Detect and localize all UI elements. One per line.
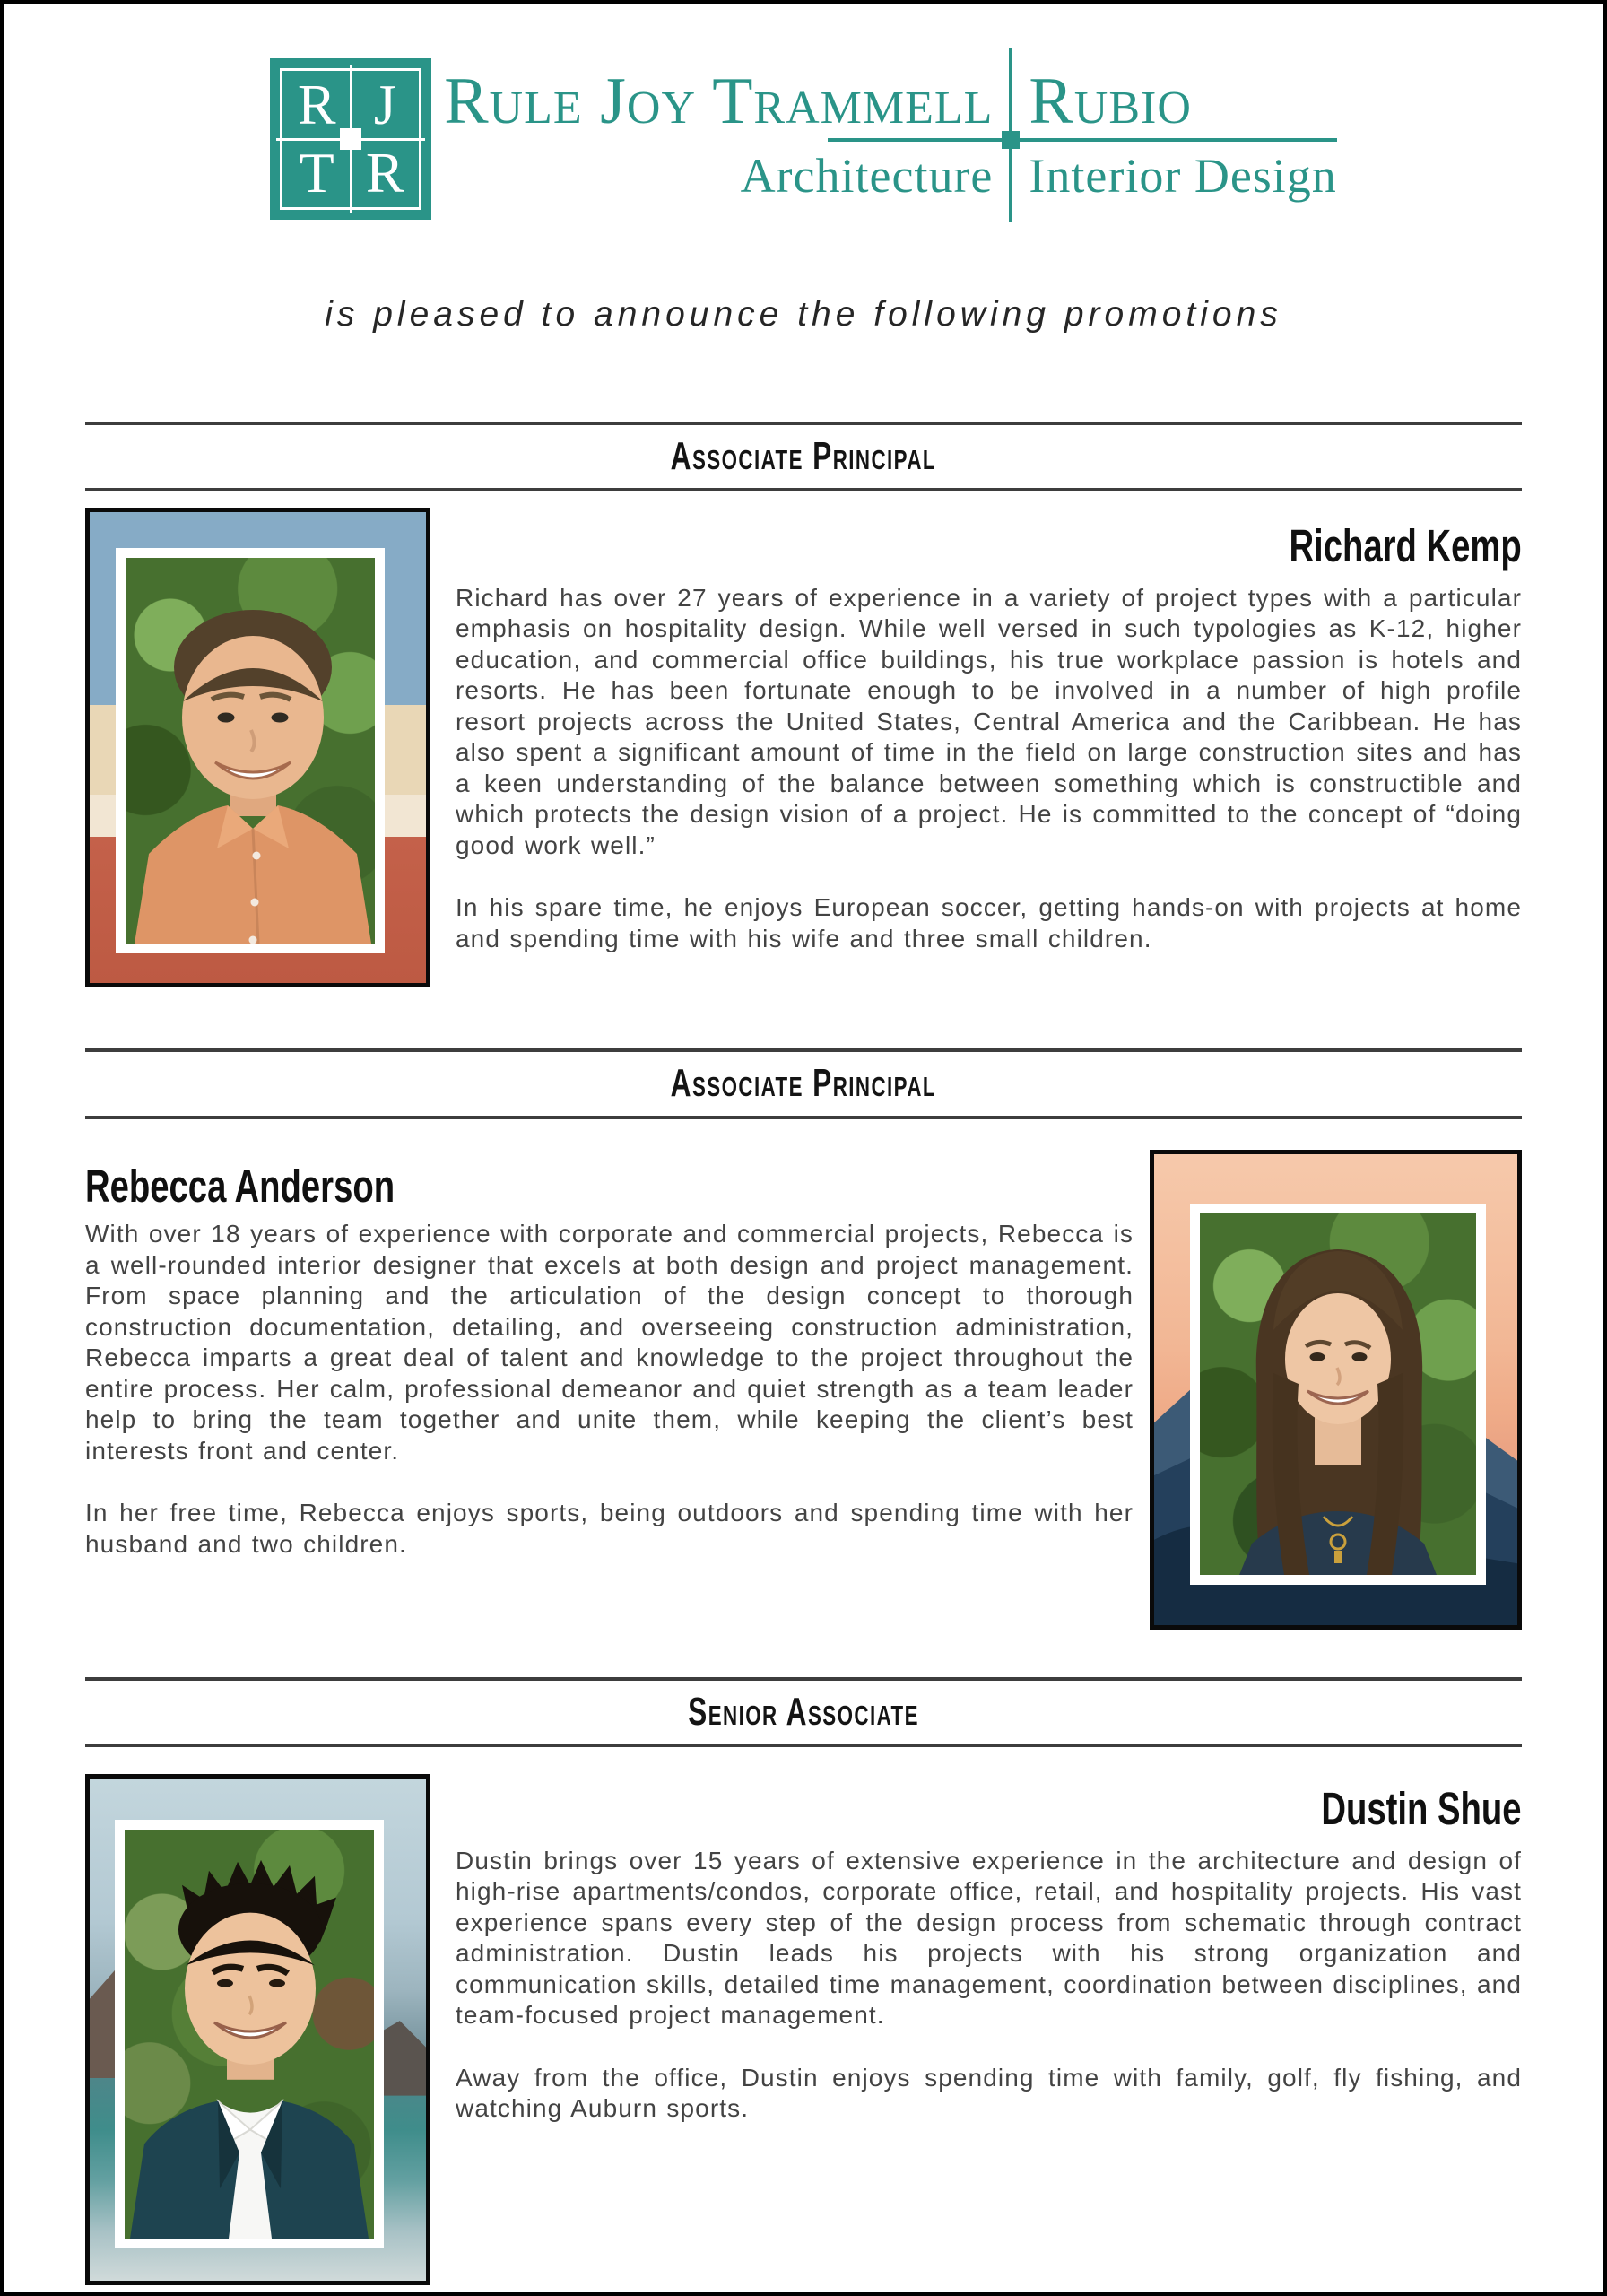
dustin-shue-paragraph-2: Away from the office, Dustin enjoys spending time with family, golf, fly fishing, and watching Auburn sports. <box>456 2063 1522 2123</box>
rebecca-anderson-paragraph-1: With over 18 years of experience with corporate and commercial projects, Rebecca is a well-rounded interior designer that excels at both design and project management. From space planning and the articulation of the design concept to thorough construction documentation, detailing, and overseeing construction administration, Rebecca imparts a great deal of talent and knowledge to the project throughout the entire process. Her calm, professional demeanor and quiet strength as a team leader help to bring the team together and unite them, while keeping the client’s best interests front and center. <box>85 1220 1134 1465</box>
wordmark-interior-design: Interior Design <box>1029 149 1337 204</box>
person-name-richard-kemp: Richard Kemp <box>1289 520 1522 572</box>
dustin-shue-inner-photo <box>115 1820 384 2248</box>
logo-letter-r1: R <box>297 73 336 136</box>
section-band-associate-principal-1 <box>85 422 1522 491</box>
wordmark-rule-joy-trammell: Rule Joy Trammell <box>444 65 994 139</box>
richard-kemp-paragraph-2: In his spare time, he enjoys European soccer, getting hands-on with projects at home and spending time with his wife and three small children. <box>456 893 1522 952</box>
richard-kemp-inner-photo <box>116 548 385 953</box>
person-name-rebecca-anderson: Rebecca Anderson <box>85 1160 395 1212</box>
richard-kemp-bio <box>456 508 1522 954</box>
section-band-senior-associate <box>85 1677 1522 1747</box>
richard-kemp-photo <box>85 508 430 987</box>
richard-kemp-person-illustration <box>126 558 375 944</box>
rebecca-anderson-paragraph-2: In her free time, Rebecca enjoys sports, being outdoors and spending time with her husband and two children. <box>85 1499 1134 1558</box>
rebecca-anderson-bio <box>85 1150 1134 1561</box>
section-title: Associate Principal <box>670 434 937 478</box>
rjtr-logo-letters <box>280 68 421 210</box>
wordmark-divider-square <box>1002 131 1020 149</box>
logo-letter-t: T <box>299 141 334 204</box>
logo-letter-j: J <box>373 73 396 136</box>
logo-crosshair-center-square <box>340 128 361 150</box>
rebecca-anderson-inner-photo <box>1190 1204 1486 1585</box>
section-title: Associate Principal <box>670 1061 937 1106</box>
dustin-shue-paragraph-1: Dustin brings over 15 years of extensive experience in the architecture and design of high-rise apartments/condos, corporate office, retail, and hospitality projects. His vast experience spans every step of the design process from schematic through contract administration. Dustin leads his projects with his strong organization and communication skills, detailed time management, coordination between disciplines, and team-focused project management. <box>456 1846 1522 2030</box>
dustin-shue-bio <box>456 1774 1522 2125</box>
rjtr-logo-mark <box>270 58 431 220</box>
dustin-shue-photo <box>85 1774 430 2285</box>
rebecca-anderson-photo <box>1150 1150 1522 1630</box>
company-logo <box>85 58 1522 229</box>
wordmark-underline <box>828 138 1337 142</box>
announcement-tagline: is pleased to announce the following promotions <box>325 295 1282 334</box>
rebecca-anderson-person-illustration <box>1200 1213 1476 1575</box>
section-title: Senior Associate <box>688 1689 919 1734</box>
richard-kemp-section <box>85 508 1522 987</box>
richard-kemp-paragraph-1: Richard has over 27 years of experience in a variety of project types with a particular emphasis on hospitality design. While well versed in such typologies as K-12, higher education, and commercial office buildings, his true workplace passion is hotels and resorts. He has been fortunate enough to be involved in a number of high profile resort projects across the United States, Central America and the Caribbean. He has also spent a significant amount of time in the field on large construction sites and has a keen understanding of the balance between something which is constructible and which protects the design vision of a project. He is committed to the concept of “doing good work well.” <box>456 583 1522 859</box>
dustin-shue-person-illustration <box>125 1830 374 2239</box>
section-band-associate-principal-2 <box>85 1048 1522 1118</box>
logo-letter-r2: R <box>365 141 404 204</box>
person-name-dustin-shue: Dustin Shue <box>1321 1783 1522 1835</box>
wordmark-architecture: Architecture <box>740 149 994 204</box>
dustin-shue-section <box>85 1774 1522 2285</box>
rebecca-anderson-section <box>85 1150 1522 1630</box>
company-wordmark <box>444 58 1337 211</box>
wordmark-rubio: Rubio <box>1029 65 1192 139</box>
